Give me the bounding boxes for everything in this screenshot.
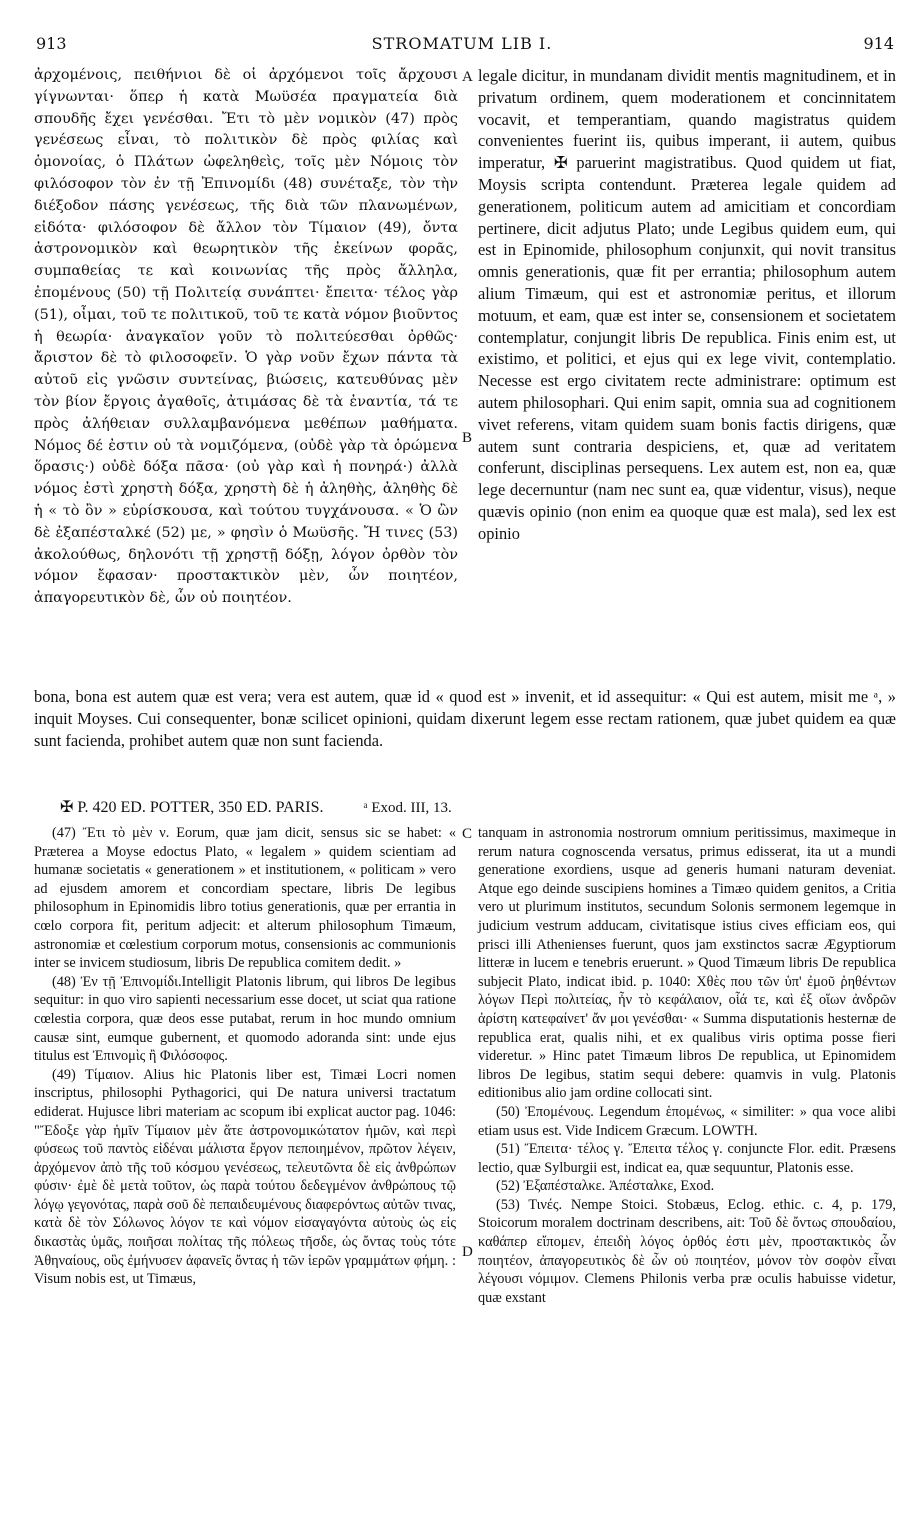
running-header	[0, 34, 924, 60]
footnote-a: ᵃ Exod. III, 13.	[363, 800, 452, 816]
note-51: (51) Ἔπειτα· τέλος γ. Ἔπειτα τέλος γ. conjuncte Flor. edit. Præsens lectio, quæ Sylburgii est, indicat ea, quæ sequuntur, Platonis esse.	[478, 1141, 896, 1176]
note-49-continued: tanquam in astronomia nostrorum omnium peritissimus, maximeque in rerum natura cognoscenda versatus, primus edisserat, ita ut a mundi generatione exordiens, usque ad generis humani naturam deveniat. Atque ego deinde suscipiens homines a Timæo quidem genitos, a Critia vero ut plurimum institutos, secundum Solonis sermonem legemque in judicium vestrum adducam, civitatisque istius cives efficiam eos, qui prisci illi Athenienses fuerunt, quos jam exstinctos sacræ Ægyptiorum litteræ in lucem e tenebris eruerunt. » Quod Timæum libris De republica subjecit Plato, indicat ibid. p. 1040: Χθὲς που τῶν ὑπ' ἐμοῦ ῥηθέντων λόγων Περὶ πολιτείας, ἦν τὸ κεφάλαιον, οἷά τε, καὶ ἐξ οἵων ἀνδρῶν ἀρίστη κατεφαίνετ' ἄν μοι γενέσθαι· « Summa disputationis hesternæ de republica erat, qualis nihi, et ex qualibus viris optima posse fieri videretur. » Hinc patet Timæum libros De republica, ut Epinomidem libros De legibus, statim sequi debere: quamvis in vulg. Platonis editionibus alio jam ordine collocati sint.	[478, 825, 896, 1102]
note-52: (52) Ἐξαπέσταλκε. Ἀπέσταλκε, Exod.	[496, 1178, 715, 1195]
page-number-right: 914	[863, 34, 894, 53]
margin-marker-b: B	[462, 430, 473, 446]
latin-full-width-text: bona, bona est autem quæ est vera; vera est autem, quæ id « quod est » invenit, et id assequitur: « Qui est autem, misit me ᵃ, » inquit Moyses. Cui consequenter, bonæ scilicet opinioni, quidam dixerunt legem esse rectam rationem, quæ jubet quidem ea quæ sunt facienda, prohibet autem quæ non sunt facienda.	[34, 687, 896, 750]
page-number-left: 913	[36, 34, 67, 53]
margin-marker-c: C	[462, 826, 473, 842]
notes-right-column	[478, 824, 896, 1307]
edition-reference	[60, 797, 860, 817]
margin-marker-a: A	[462, 69, 473, 85]
note-47: (47) Ἔτι τὸ μὲν ν. Eorum, quæ jam dicit, sensus sic se habet: « Præterea a Moyse edoctus Plato, « legalem » quidem scientiam ad humanæ societatis « generationem » et institutionem, « politicam » vero ad ejusdem amorem et concordiam spectare, libris De legibus philosophum in Epinomidis libro totius generationis, quæ per errantia in cœlo corpora fit, peritum adjecit: et alterum philosophum Timæum, astronomiæ et cœlestium corporum motus, consensionis ac communionis inter se invicem studiosum, libris De republica comitem dedit. »	[34, 825, 456, 972]
notes-left-column	[34, 824, 456, 1289]
edition-pagination: ✠ P. 420 ED. POTTER, 350 ED. PARIS.	[60, 799, 324, 816]
running-title: STROMATUM LIB I.	[371, 34, 553, 53]
greek-text-column: ἀρχομένοις, πειθήνιοι δὲ οἱ ἀρχόμενοι τοῖς ἄρχουσι γίγνωνται· ὅπερ ἡ κατὰ Μωϋσέα πραγματεία διὰ σπουδῆς ἔχει γενέσθαι. Ἔτι τὸ μὲν νομικὸν (47) πρὸς γενέσεως εἶναι, τὸ πολιτικὸν δὲ πρὸς φιλίας καὶ ὁμονοίας, ὁ Πλάτων ὠφεληθεὶς, τοῖς μὲν Νόμοις τὸν φιλόσοφον τὸν ἐν τῇ Ἐπινομίδι (48) συνέταξε, τὸν τὴν διέξοδον πάσης γενέσεως, τῆς διὰ τῶν πλανωμένων, εἰδότα· φιλόσοφον δὲ ἄλλον τὸν Τίμαιον (49), ὄντα ἀστρονομικὸν καὶ θεωρητικὸν τῆς ἐκείνων φορᾶς, συμπαθείας τε καὶ κοινωνίας τῆς πρὸς ἄλληλα, ἐπομένους (50) τῇ Πολιτείᾳ συνάπτει· ἔπειτα· τέλος γὰρ (51), οἶμαι, τοῦ τε πολιτικοῦ, τοῦ τε κατὰ νόμον βιοῦντος ἡ θεωρία· ἀναγκαῖον γοῦν τὸ πολιτεύεσθαι ὀρθῶς· ἄριστον δὲ τὸ φιλοσοφεῖν. Ὁ γὰρ νοῦν ἔχων πάντα τὰ αὐτοῦ εἰς γνῶσιν συντείνας, βιώσεις, κατευθύνας μὲν τὸν βίον ἔργοις ἀγαθοῖς, ἀτιμάσας δὲ τὰ ἐναντία, τά τε πρὸς ἀλήθειαν συλλαμβανόμενα μεθέπων μαθήματα. Νόμος δέ ἐστιν οὐ τὰ νομιζόμενα, (οὐδὲ γὰρ τὰ ὁρώμενα ὅρασις·) οὐδὲ δόξα πᾶσα· (οὐ γὰρ καὶ ἡ πονηρά·) ἀλλὰ νόμος ἐστὶ χρηστὴ δόξα, χρηστὴ δὲ ἡ ἀληθὴς, ἀληθὴς δὲ ἡ « τὸ ὂν » εὑρίσκουσα, καὶ τούτου τυγχάνουσα. « Ὁ ὢν δὲ ἐξαπέσταλκέ (52) με, » φησὶν ὁ Μωϋσῆς. Ἤ τινες (53) ἀκολούθως, δηλονότι τῇ χρηστῇ δόξῃ, λόγον ὀρθὸν τὸν νόμον ἔφασαν· προστακτικὸν μὲν, ὧν ποιητέον, ἀπαγορευτικὸν δὲ, ὧν οὐ ποιητέον.	[34, 67, 458, 607]
note-48: (48) Ἐν τῇ Ἐπινομίδι.Intelligit Platonis librum, qui libros De legibus sequitur: in quo viro sapienti necessarium esse docet, ut sciat qua ratione cœlestia corpora, quæ deos esse putabat, rerum in hoc mundo omnium causæ sint, eumque gubernent, et quomodo adoranda sint: unde ejus titulus est Ἐπινομὶς ἢ Φιλόσοφος.	[34, 973, 456, 1065]
latin-text-column: legale dicitur, in mundanam dividit mentis magnitudinem, et in privatum ordinem, quem moderationem et concinnitatem vocavit, et temperantiam, quando magistratus quidem convenientes fuerint iis, quibus imperant, ii autem, quibus imperatur, ✠ paruerint magistratibus. Quod quidem ut fiat, Moysis scripta contendunt. Præterea legale quidem ad generationem, politicum autem ad amicitiam et concordiam pertinere, dicit adjutus Plato; unde Legibus quidem eum, qui est in Epinomide, philosophum conjunxit, qui novit transitus omnis generationis, quæ fit per errantia; philosophum autem alium Timæum, qui est et astronomiæ peritus, et illorum motuum, et eam, quæ est inter se, consensionem et societatem contemplatur, conjungit libris De republica. Finis enim est, ut existimo, et politici, et ejus qui ex lege vivit, contemplatio. Necesse est ergo civitatem recte administrare: optimum est autem philosophari. Qui enim sapit, omnia sua ad cognitionem vivet referens, vitam quidem suam bonis factis dirigens, quæ autem sunt contraria despiciens, et, quæ ad veritatem conferunt, disciplinas persequens. Lex autem est, non ea, quæ lege decernuntur (nam nec sunt ea, quæ videntur, visus), neque quævis opinio (non enim ea quoque quæ est mala), sed lex est opinio	[478, 66, 896, 543]
note-53: (53) Τινές. Nempe Stoici. Stobæus, Eclog. ethic. c. 4, p. 179, Stoicorum moralem doctrinam describens, ait: Τοῦ δὲ ὄντως σπουδαίου, καθάπερ εἴπομεν, ἐπειδὴ λόγος ὀρθός ἐστι μὲν, προστακτικὸς ὧν ποιητέον, ἀπαγορευτικὸς δὲ ὧν οὐ ποιητέον, μόνον τὸν σοφὸν εἶναι λέγουσι νόμιμον. Clemens Philonis verba præ oculis habuisse videtur, quæ exstant	[478, 1196, 896, 1306]
margin-marker-d: D	[462, 1244, 473, 1260]
note-49: (49) Τίμαιον. Alius hic Platonis liber est, Timæi Locri nomen inscriptus, philosophi Pythagorici, qui De natura universi tractatum ediderat. Hujusce libri materiam ac scopum ibi explicat auctor pag. 1046: "Ἔδοξε γὰρ ἡμῖν Τίμαιον μὲν ἅτε ἀστρονομικώτατον ἡμῶν, καὶ περὶ φύσεως τοῦ παντὸς εἰδέναι μάλιστα ἔργον πεποιημένον, πρῶτον λέγειν, ἀρχόμενον ἀπὸ τῆς τοῦ κόσμου γενέσεως, τελευτῶντα δὲ εἰς ἀνθρώπων φύσιν· ἐμὲ δὲ μετὰ τοῦτον, ὡς παρὰ τούτου δεδεγμένον ἀνθρώπους τῷ λόγῳ γεγονότας, παρὰ σοῦ δὲ πεπαιδευμένους διαφερόντως αὐτῶν τινας, κατὰ δὲ τὸν Σόλωνος λόγον τε καὶ νόμον εἰσαγαγόντα αὐτοὺς ὡς εἰς δικαστὰς ὑμᾶς, ποιῆσαι πολίτας τῆς πόλεως τῆσδε, ὡς ὄντας τοὺς τότε Ἀθηναίους, οὓς ἐμήνυσεν ἀφανεῖς ὄντας ἡ τῶν ἱερῶν γραμμάτων φήμη. : Visum nobis est, ut Timæus,	[34, 1066, 456, 1288]
note-50: (50) Ἐπομένους. Legendum ἑπομένως, « similiter: » qua voce alibi etiam usus est. Vide Indicem Græcum. LOWTH.	[478, 1103, 896, 1139]
